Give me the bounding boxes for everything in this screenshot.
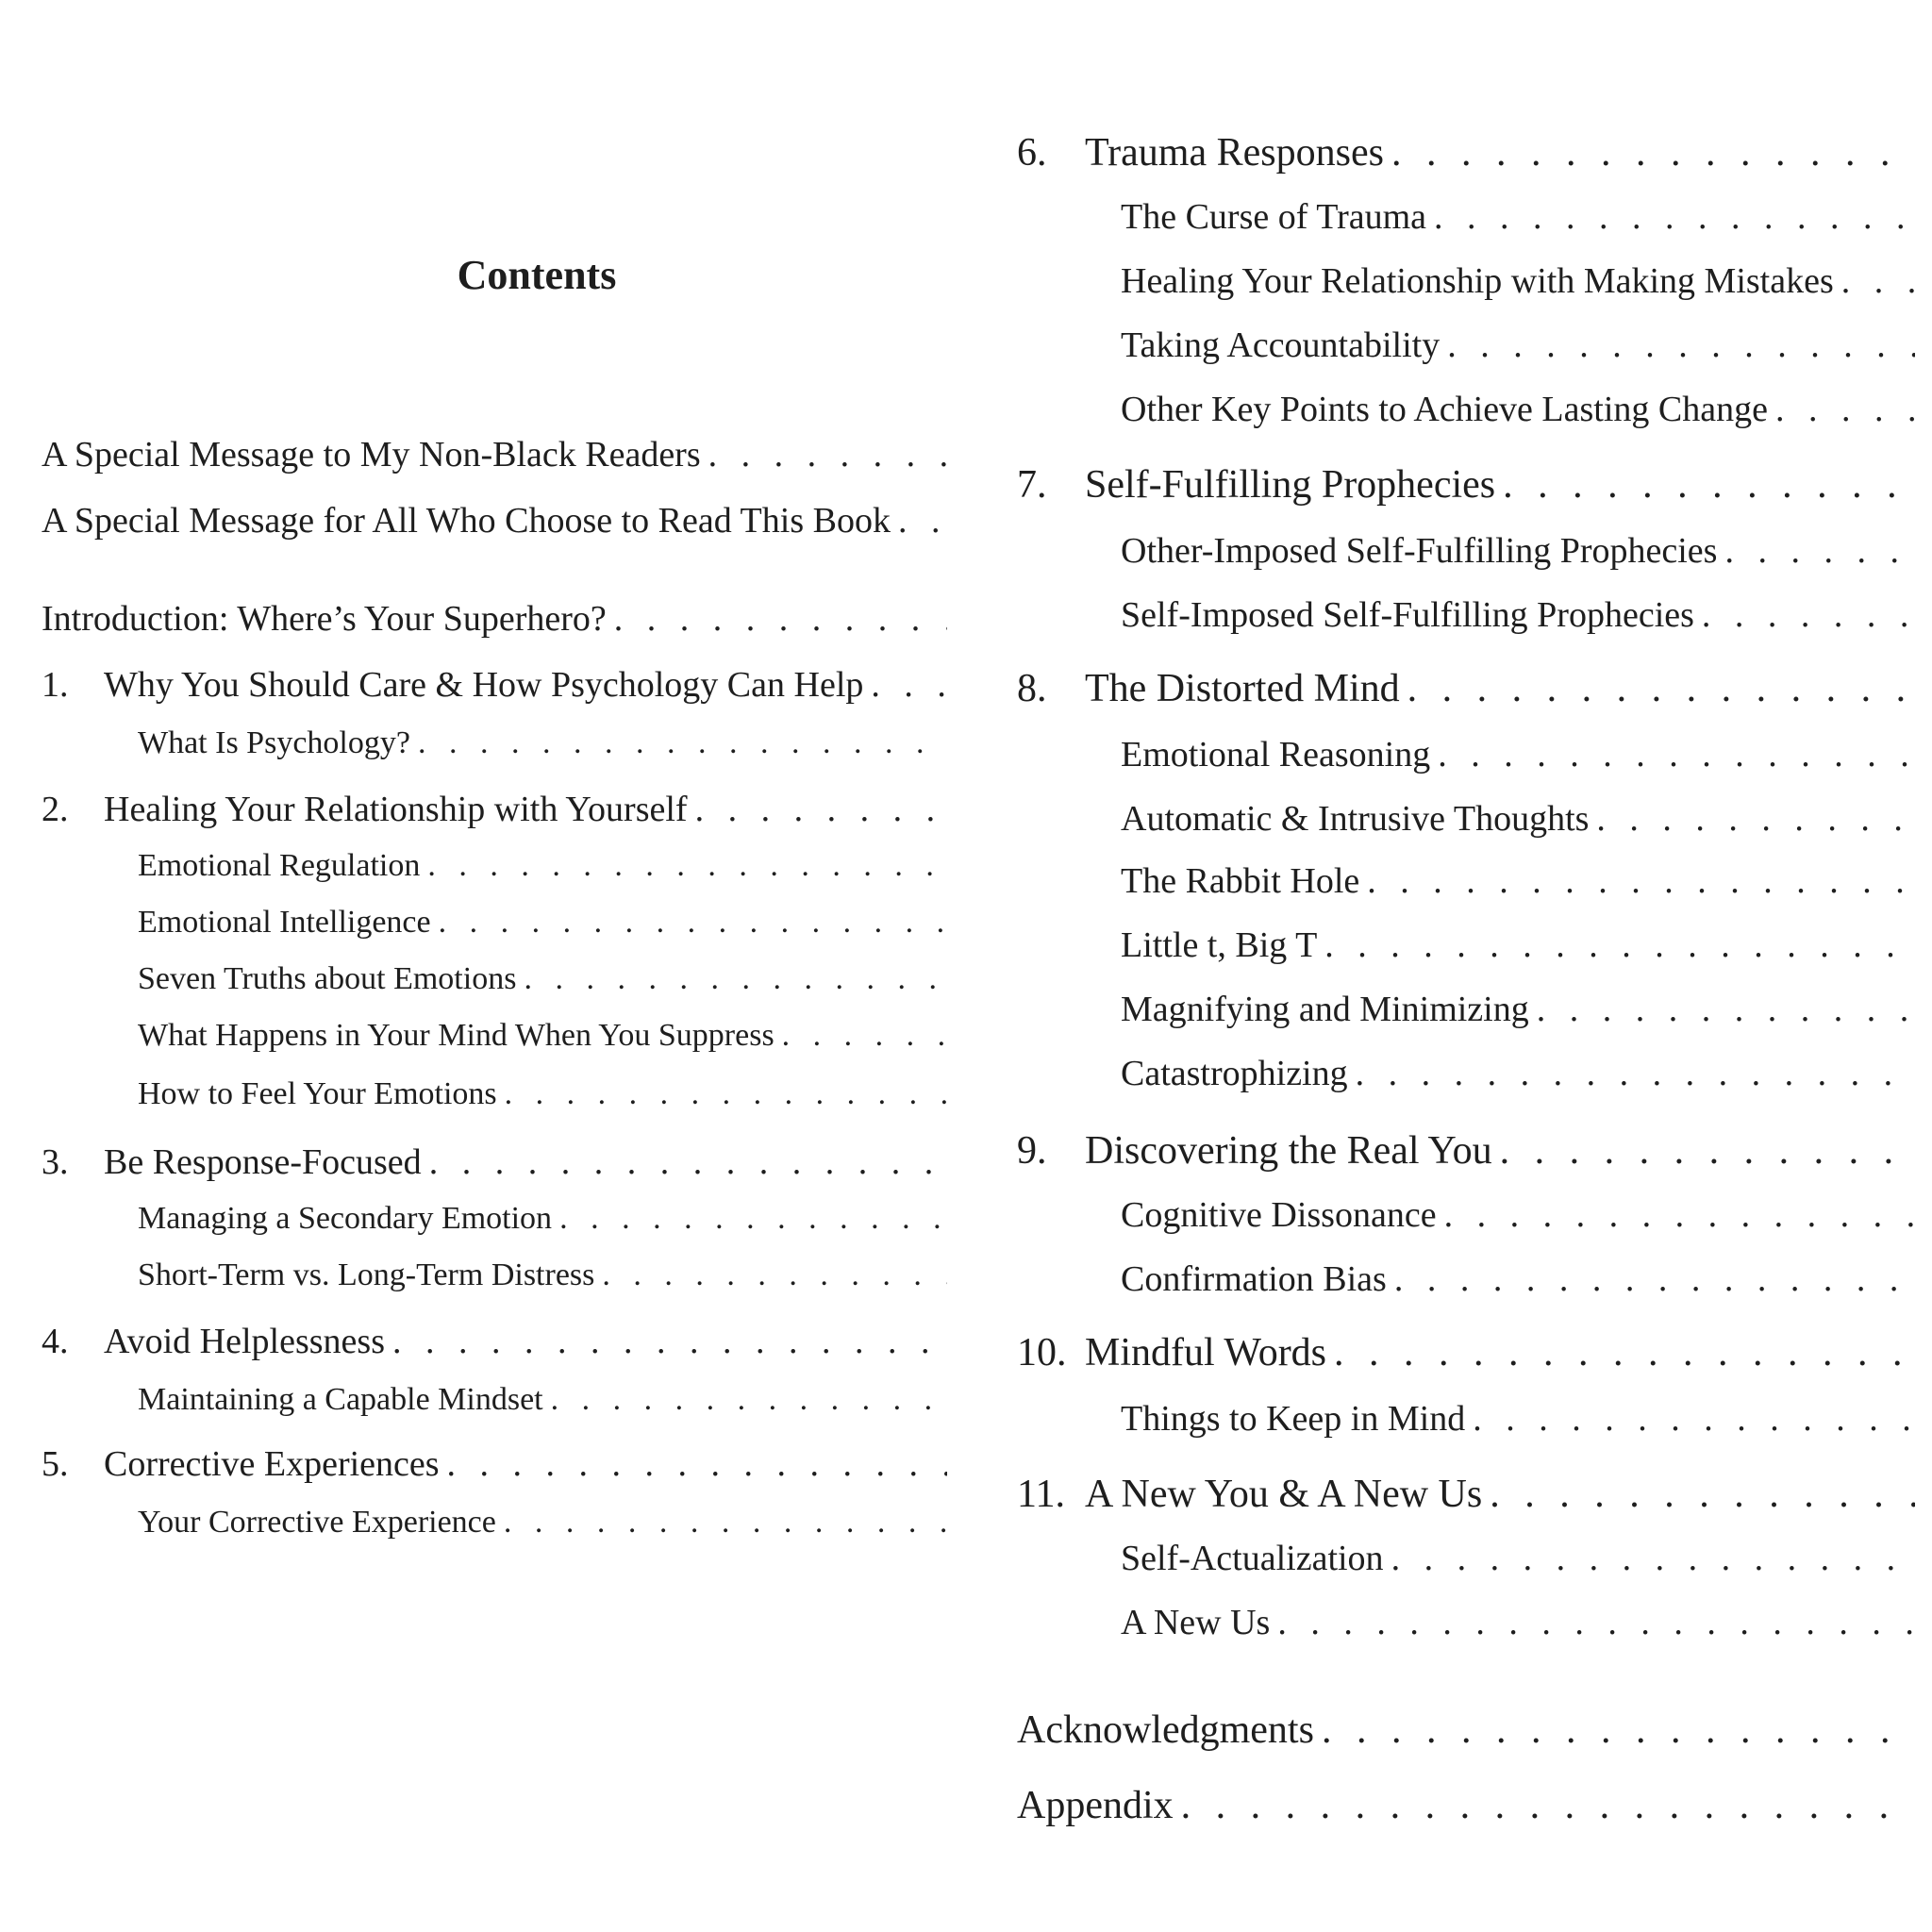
- entry-title: A Special Message to My Non-Black Readers: [42, 435, 701, 475]
- dot-leader: [1277, 1598, 1915, 1647]
- dot-leader: [1841, 257, 1915, 306]
- section-entry: [1121, 730, 1915, 779]
- entry-title: A New You & A New Us: [1085, 1473, 1483, 1516]
- entry-title: Introduction: Where’s Your Superhero?: [42, 599, 607, 639]
- section-entry: [1121, 921, 1915, 970]
- dot-leader: [1438, 730, 1915, 779]
- section-entry: [1121, 1255, 1915, 1304]
- entry-title: Maintaining a Capable Mindset: [138, 1382, 543, 1417]
- entry-title: Managing a Secondary Emotion: [138, 1201, 553, 1236]
- section-entry: [1121, 1598, 1915, 1647]
- dot-leader: [1702, 591, 1915, 640]
- section-entry: [1121, 1191, 1915, 1240]
- entry-title: Magnifying and Minimizing: [1121, 990, 1529, 1029]
- entry-title: Mindful Words: [1085, 1331, 1327, 1374]
- entry-title: Healing Your Relationship with Yourself: [104, 790, 688, 829]
- section-entry: [1121, 1534, 1915, 1583]
- entry-title: Self-Imposed Self-Fulfilling Prophecies: [1121, 595, 1694, 635]
- dot-leader: [1490, 1470, 1915, 1519]
- entry-title: Your Corrective Experience: [138, 1505, 496, 1540]
- section-entry: [1121, 857, 1915, 906]
- chapter-entry: [1017, 128, 1915, 177]
- dot-leader: [1391, 128, 1915, 177]
- entry-title: Avoid Helplessness: [104, 1322, 385, 1361]
- entry-title: Healing Your Relationship with Making Mistakes: [1121, 261, 1834, 301]
- dot-leader: [1500, 1126, 1915, 1175]
- back-matter-entry: [1017, 1781, 1915, 1830]
- entry-title: Catastrophizing: [1121, 1054, 1348, 1093]
- entry-title: Emotional Intelligence: [138, 905, 431, 940]
- entry-number: 9.: [1017, 1129, 1047, 1173]
- chapter-entry: [1017, 1470, 1915, 1519]
- entry-title: What Is Psychology?: [138, 725, 410, 760]
- section-entry: [1121, 192, 1915, 242]
- section-entry: [1121, 526, 1915, 575]
- entry-title: The Rabbit Hole: [1121, 861, 1360, 901]
- section-entry: [1121, 385, 1915, 434]
- entry-title: Seven Truths about Emotions: [138, 961, 517, 996]
- entry-number: 11.: [1017, 1473, 1065, 1516]
- entry-title: Acknowledgments: [1017, 1708, 1314, 1752]
- entry-title: Emotional Reasoning: [1121, 735, 1431, 774]
- entry-title: Be Response-Focused: [104, 1142, 422, 1182]
- entry-number: 5.: [42, 1444, 69, 1484]
- dot-leader: [1444, 1191, 1915, 1240]
- entry-title: Corrective Experiences: [104, 1444, 440, 1484]
- entry-number: 2.: [42, 790, 69, 829]
- page-title: Contents: [457, 252, 617, 298]
- entry-title: Emotional Regulation: [138, 848, 421, 883]
- dot-leader: [1356, 1049, 1915, 1098]
- section-entry: [1121, 985, 1915, 1034]
- entry-title: The Distorted Mind: [1085, 667, 1400, 710]
- chapter-entry: [1017, 1126, 1915, 1175]
- entry-number: 6.: [1017, 131, 1047, 175]
- entry-title: The Curse of Trauma: [1121, 197, 1427, 237]
- entry-title: Other-Imposed Self-Fulfilling Prophecies: [1121, 531, 1718, 571]
- dot-leader: [1391, 1534, 1915, 1583]
- section-entry: [1121, 321, 1915, 370]
- entry-title: Confirmation Bias: [1121, 1259, 1387, 1299]
- entry-number: 10.: [1017, 1331, 1067, 1374]
- entry-number: 3.: [42, 1142, 69, 1182]
- dot-leader: [1473, 1394, 1915, 1443]
- entry-title: Short-Term vs. Long-Term Distress: [138, 1257, 595, 1292]
- dot-leader: [1324, 921, 1915, 970]
- entry-title: Cognitive Dissonance: [1121, 1195, 1437, 1235]
- dot-leader: [1724, 526, 1915, 575]
- dot-leader: [1596, 794, 1915, 843]
- entry-title: Little t, Big T: [1121, 925, 1318, 965]
- dot-leader: [1434, 192, 1915, 242]
- entry-title: Why You Should Care & How Psychology Can Help: [104, 665, 864, 705]
- dot-leader: [1334, 1328, 1915, 1377]
- entry-title: What Happens in Your Mind When You Suppress: [138, 1018, 774, 1053]
- section-entry: [1121, 257, 1915, 306]
- dot-leader: [1537, 985, 1915, 1034]
- dot-leader: [1181, 1781, 1915, 1830]
- entry-number: 7.: [1017, 463, 1047, 507]
- entry-title: Automatic & Intrusive Thoughts: [1121, 799, 1590, 839]
- entry-number: 8.: [1017, 667, 1047, 710]
- chapter-entry: [1017, 664, 1915, 713]
- dot-leader: [1775, 385, 1915, 434]
- entry-title: Taking Accountability: [1121, 325, 1441, 365]
- entry-title: Other Key Points to Achieve Lasting Change: [1121, 390, 1768, 429]
- section-entry: [1121, 591, 1915, 640]
- dot-leader: [1322, 1706, 1915, 1755]
- section-entry: [1121, 1049, 1915, 1098]
- chapter-entry: [1017, 1328, 1915, 1377]
- entry-title: Trauma Responses: [1085, 131, 1384, 175]
- chapter-entry: [1017, 460, 1915, 509]
- dot-leader: [1447, 321, 1915, 370]
- entry-number: 4.: [42, 1322, 69, 1361]
- entry-title: How to Feel Your Emotions: [138, 1076, 497, 1111]
- entry-title: A Special Message for All Who Choose to Read This Book: [42, 501, 891, 541]
- entry-title: Things to Keep in Mind: [1121, 1399, 1466, 1439]
- section-entry: [1121, 794, 1915, 843]
- entry-title: Appendix: [1017, 1784, 1174, 1827]
- entry-title: Self-Actualization: [1121, 1539, 1384, 1578]
- entry-title: Self-Fulfilling Prophecies: [1085, 463, 1496, 507]
- dot-leader: [1407, 664, 1915, 713]
- entry-title: A New Us: [1121, 1603, 1271, 1642]
- dot-leader: [1394, 1255, 1915, 1304]
- entry-title: Discovering the Real You: [1085, 1129, 1492, 1173]
- dot-leader: [1367, 857, 1915, 906]
- back-matter-entry: [1017, 1706, 1915, 1755]
- section-entry: [1121, 1394, 1915, 1443]
- entry-number: 1.: [42, 665, 69, 705]
- dot-leader: [1503, 460, 1915, 509]
